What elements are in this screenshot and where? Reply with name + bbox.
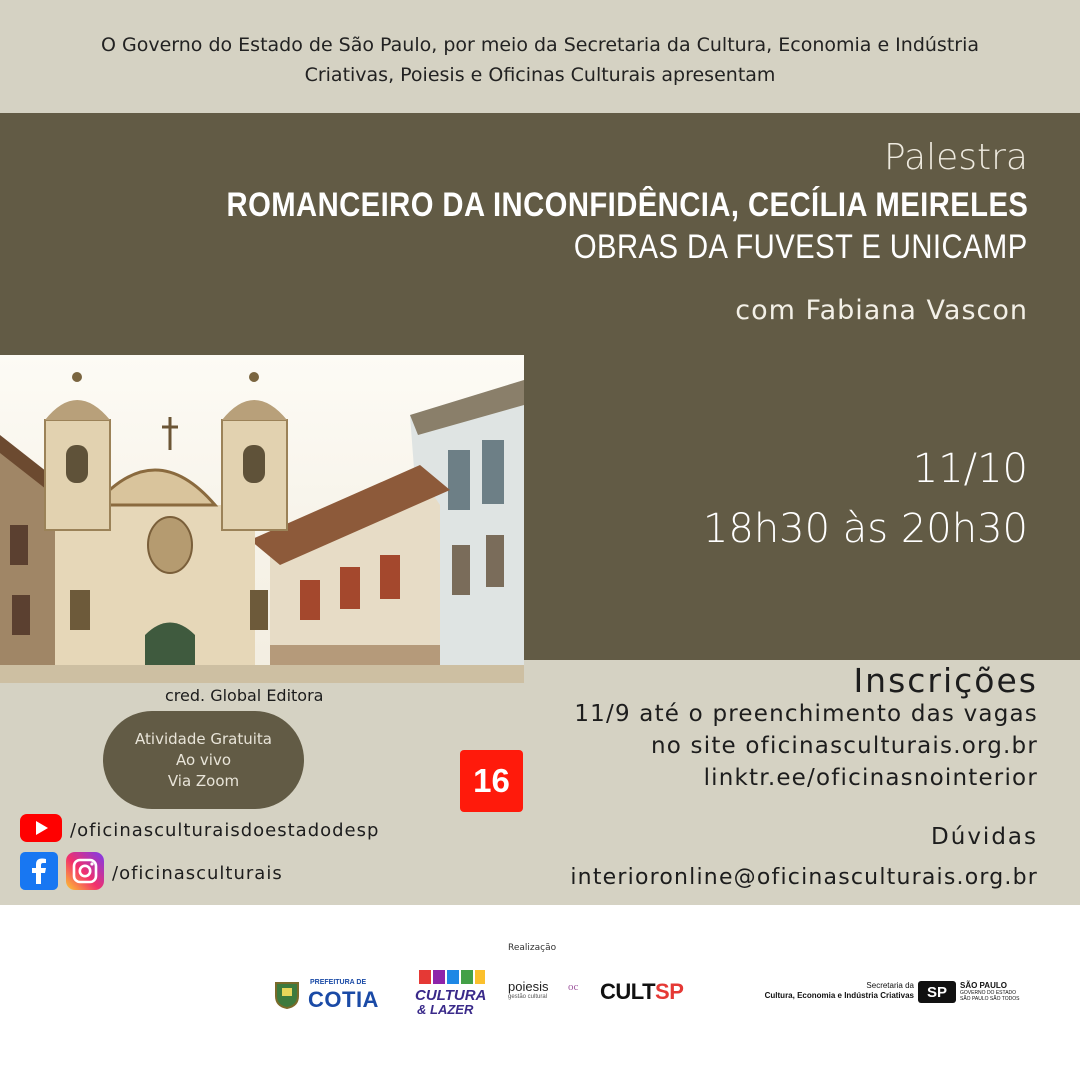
poiesis-sub: gestão cultural [508,994,548,1000]
realizacao-label: Realização [508,943,557,953]
cotia-top-text: PREFEITURA DE [310,979,367,986]
youtube-handle[interactable]: /oficinasculturaisdoestadodesp [70,820,380,841]
partner-logos [270,965,1030,1025]
youtube-icon[interactable] [20,813,62,848]
fb-ig-handle[interactable]: /oficinasculturais [112,863,283,884]
activity-live: Ao vivo [175,750,232,769]
sp-text: SP [655,979,684,1004]
sp-mark: SP [918,981,956,1003]
intro-line-1: O Governo do Estado de São Paulo, por meio da Secretaria da Cultura, Economia e Indústria [100,34,980,56]
intro-text [0,30,1080,90]
questions-heading: Dúvidas [931,824,1038,850]
contact-email-link[interactable]: interioronline@oficinasculturais.org.br [570,865,1038,890]
event-speaker: com Fabiana Vascon [735,295,1028,326]
sp-line-3: SÃO PAULO SÃO TODOS [960,996,1020,1002]
event-title: ROMANCEIRO DA INCONFIDÊNCIA, CECÍLIA MEIRELES [226,186,1028,224]
logo-secretaria-sp [734,981,1024,1013]
logo-prefeitura-cotia [274,977,389,1013]
age-rating-badge: 16 [460,750,523,812]
facebook-icon[interactable] [20,852,58,895]
registration-period: 11/9 até o preenchimento das vagas [574,701,1038,727]
event-date: 11/10 [912,446,1028,492]
sp-line-2: GOVERNO DO ESTADO [960,990,1017,996]
lazer-text: & LAZER [417,1002,474,1017]
logo-oficinas-culturais: oc [568,981,579,993]
activity-zoom: Via Zoom [167,771,240,790]
event-time: 18h30 às 20h30 [702,506,1028,552]
poiesis-name: poiesis [508,979,549,994]
sp-line-1: SÃO PAULO [960,981,1007,990]
cultura-text: CULTURA [415,987,487,1004]
cult-text: CULT [600,979,656,1004]
cultura-lazer-icon [415,967,487,987]
intro-line-2: Criativas, Poiesis e Oficinas Culturais apresentam [304,64,776,86]
activity-free: Atividade Gratuita [135,729,272,748]
logo-cultsp [600,979,720,1009]
activity-badge [103,711,304,809]
cotia-name: COTIA [308,987,379,1012]
cotia-crest-icon [274,979,300,1009]
secretaria-line-1: Secretaria da [866,981,914,990]
registration-linktree-link[interactable]: linktr.ee/oficinasnointerior [703,765,1038,791]
image-credit: cred. Global Editora [165,686,324,705]
church-painting [0,355,524,683]
logo-poiesis [508,979,558,1009]
registration-heading: Inscrições [853,661,1038,700]
event-subtitle: OBRAS DA FUVEST E UNICAMP [574,228,1028,266]
youtube-row[interactable] [20,813,379,848]
instagram-icon[interactable] [66,852,104,895]
event-kind: Palestra [883,137,1028,178]
logo-cultura-lazer [415,967,490,1021]
registration-site-link[interactable]: no site oficinasculturais.org.br [651,733,1038,759]
facebook-instagram-row[interactable] [20,852,283,895]
secretaria-line-2: Cultura, Economia e Indústria Criativas [764,991,914,1000]
